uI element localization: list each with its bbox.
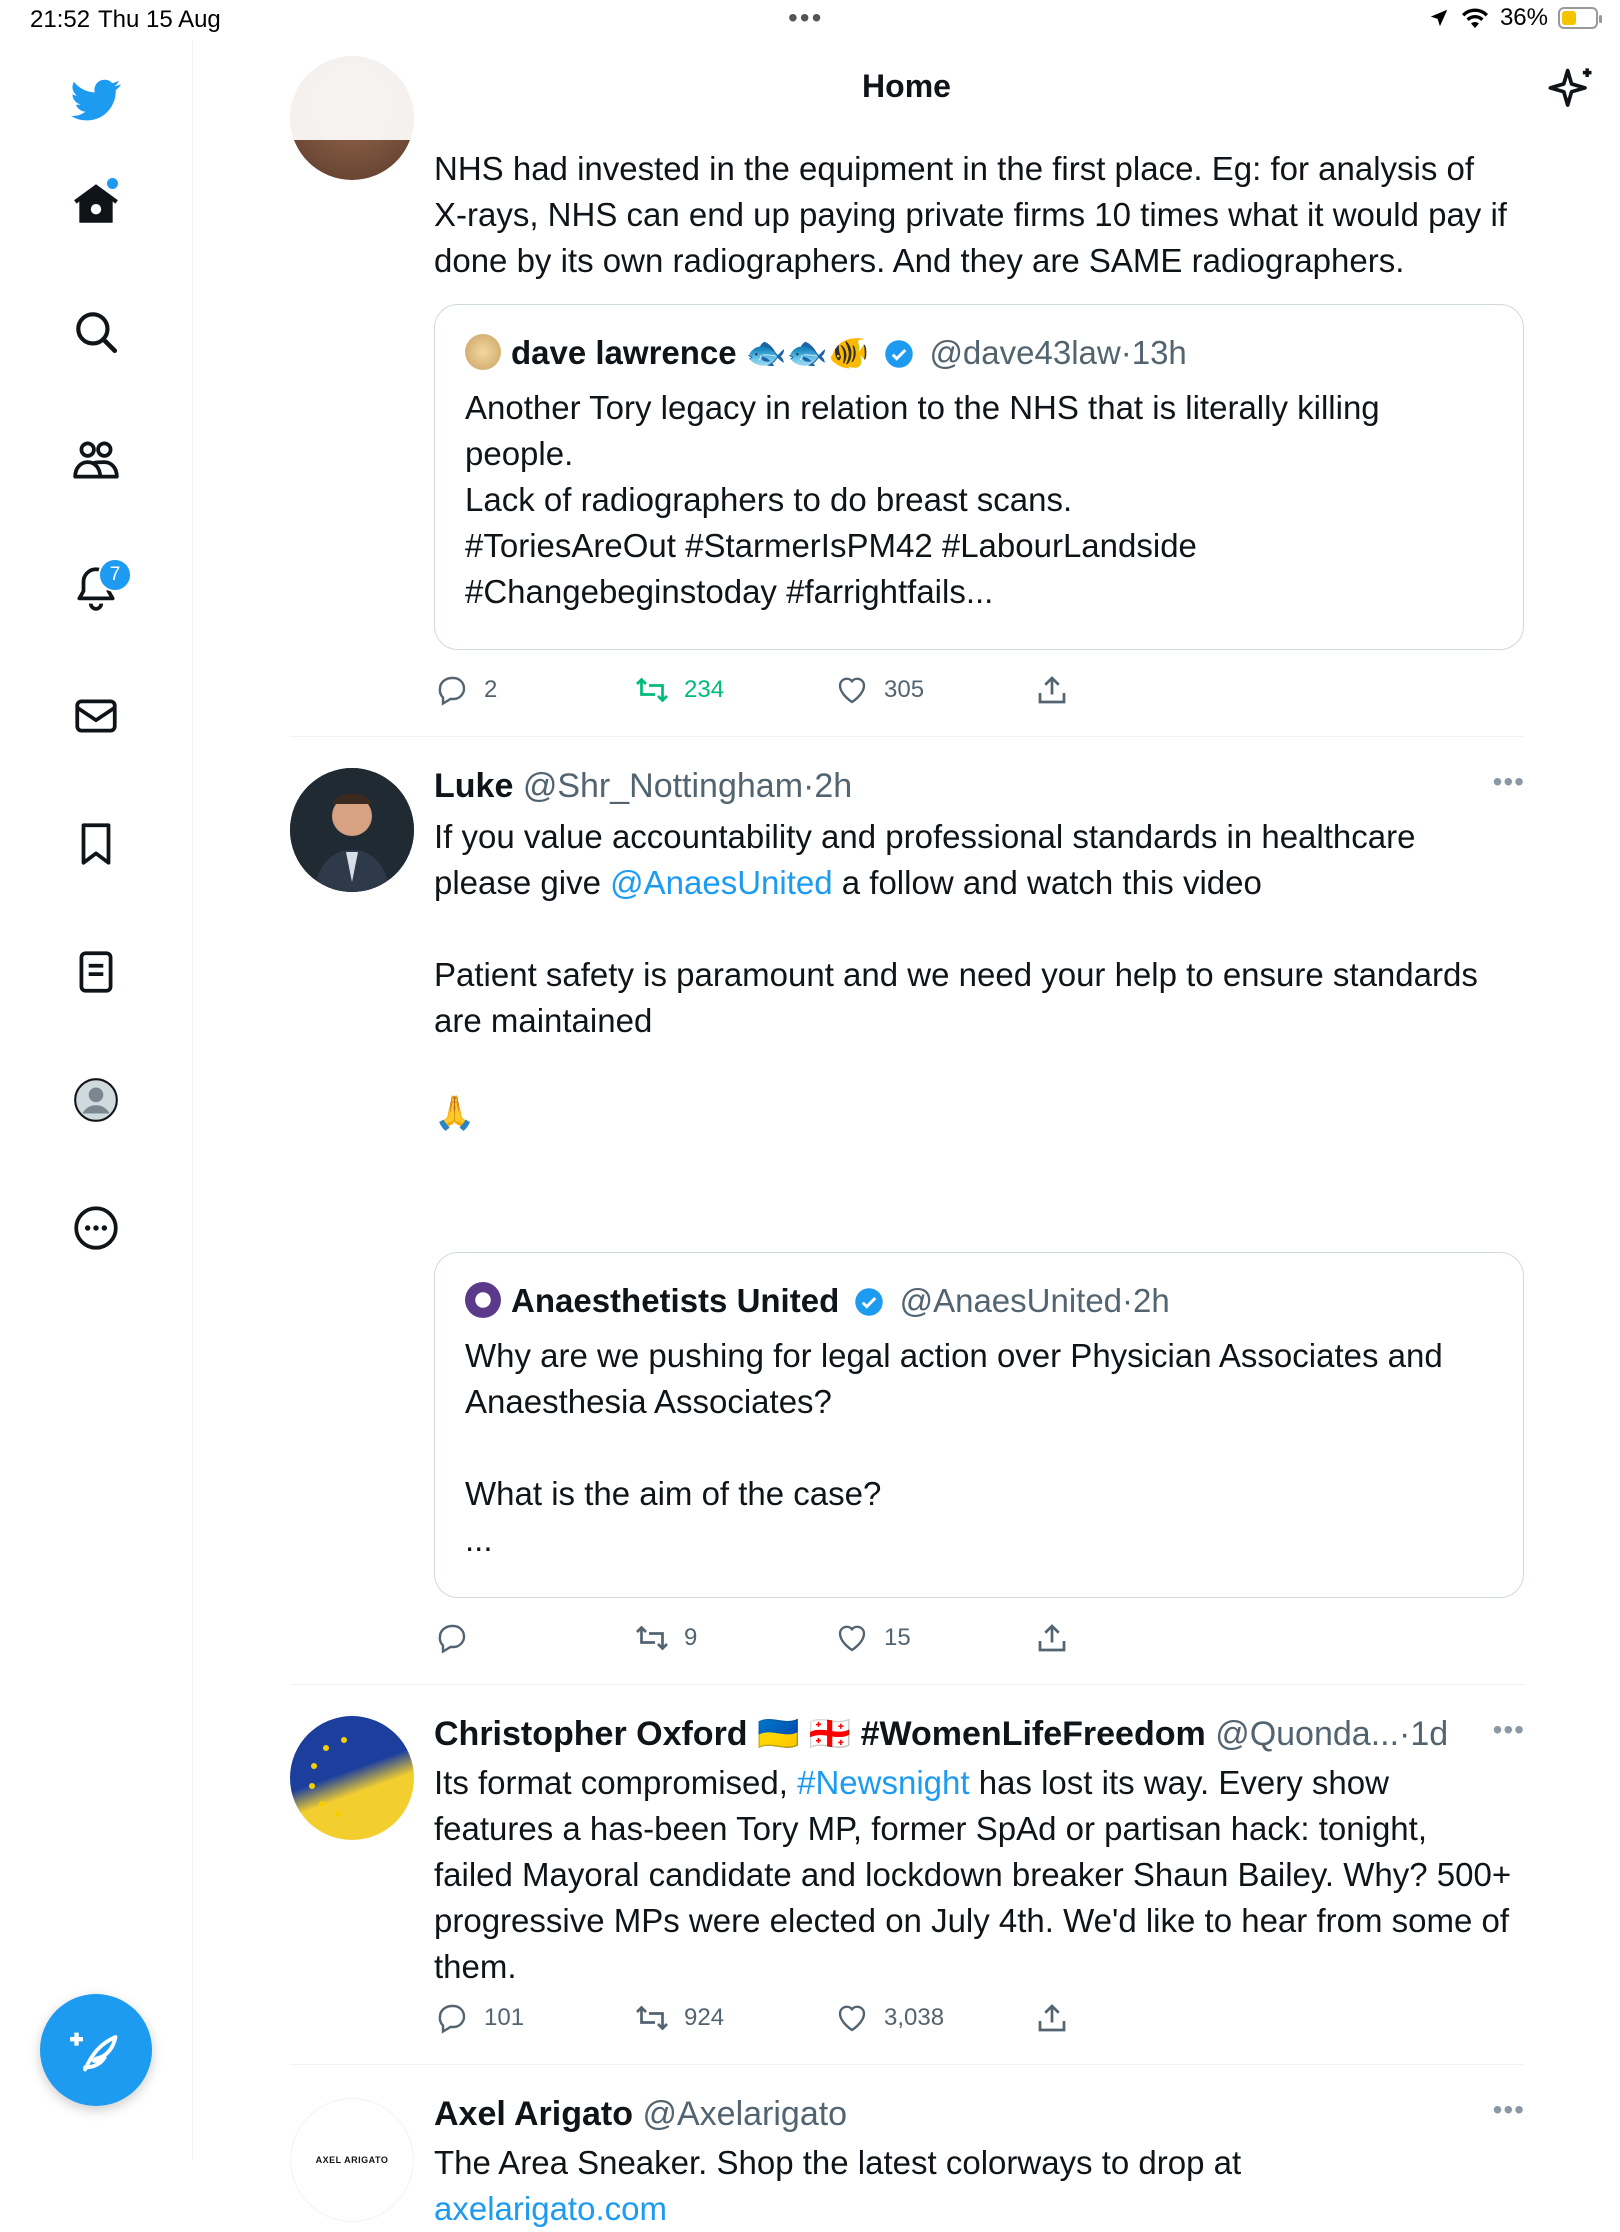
tweet-text-part: has lost its way. Every show features a has-been Tory MP, former SpAd or partisan hack: tonight, failed Mayoral candidate and lockdown breaker Shaun Bailey. Why? 500+ progressive MPs were elected on July 4th. We'd like to hear from some of them.: [434, 1764, 1521, 1985]
tweet-text: [434, 814, 1514, 1136]
reply-count: 2: [484, 676, 498, 703]
heart-icon: [834, 672, 870, 708]
author-handle[interactable]: @Axelarigato: [642, 2095, 848, 2133]
tweet-text-part: a follow and watch this video Patient safety is paramount and we need your help to ensure standards are maintained 🙏: [434, 864, 1478, 1131]
nav-home[interactable]: [60, 168, 132, 240]
tweet-more-icon[interactable]: •••: [1492, 1714, 1525, 1745]
tweet-text: [434, 2140, 1514, 2232]
retweet-icon: [634, 672, 670, 708]
twitter-bird-icon: [71, 75, 121, 125]
heart-icon: [834, 2000, 870, 2036]
author-handle[interactable]: @Shr_Nottingham: [522, 767, 804, 805]
location-icon: [1428, 7, 1450, 29]
tweet-avatar[interactable]: [290, 768, 414, 892]
reply-button[interactable]: [434, 1996, 524, 2040]
website-link[interactable]: axelarigato.com: [434, 2190, 667, 2227]
reply-icon: [434, 2000, 470, 2036]
quote-author-name[interactable]: Anaesthetists United: [511, 1282, 840, 1319]
notifications-badge: 7: [98, 558, 132, 592]
retweet-icon: [634, 2000, 670, 2036]
quote-avatar[interactable]: [465, 1282, 501, 1318]
sparkle-icon[interactable]: [1546, 64, 1598, 116]
like-count: 3,038: [884, 2004, 945, 2031]
quote-author-handle[interactable]: @dave43law: [929, 334, 1121, 371]
quote-timestamp[interactable]: 13h: [1131, 334, 1187, 371]
sidebar: [0, 40, 193, 2160]
nav-messages[interactable]: [60, 680, 132, 752]
search-icon: [71, 307, 121, 357]
avatar-logo-text: AXEL ARIGATO: [315, 2155, 389, 2165]
tweet-text: NHS had invested in the equipment in the first place. Eg: for analysis of X-rays, NHS can end up paying private firms 10 times what it would pay if done by its own radiographers. And they are SAME radiographers.: [434, 150, 1517, 279]
list-icon: [71, 947, 121, 997]
verified-badge-icon: [884, 339, 914, 369]
author-name-hashtag[interactable]: #WomenLifeFreedom: [860, 1715, 1206, 1753]
nav-bookmarks[interactable]: [60, 808, 132, 880]
nav-lists[interactable]: [60, 936, 132, 1008]
reply-count: 101: [484, 2004, 525, 2031]
like-button[interactable]: [834, 1996, 944, 2040]
home-unread-dot: [105, 176, 120, 191]
tweet-avatar[interactable]: [290, 1716, 414, 1840]
quote-author-emoji: 🐟🐟🐠: [745, 334, 870, 371]
nav-more[interactable]: [60, 1192, 132, 1264]
more-circle-icon: [71, 1203, 121, 1253]
retweet-count: 924: [684, 2004, 725, 2031]
ukraine-flag-emoji: 🇺🇦: [757, 1715, 800, 1753]
like-count: 15: [884, 1624, 911, 1651]
tweet-divider: [290, 1684, 1525, 1685]
like-button[interactable]: [834, 668, 924, 712]
quote-avatar[interactable]: [465, 334, 501, 370]
tweet-text-part: The Area Sneaker. Shop the latest colorways to drop at: [434, 2144, 1242, 2181]
tweet-timestamp[interactable]: 1d: [1410, 1715, 1449, 1753]
share-icon: [1034, 1620, 1070, 1656]
tweet-more-icon[interactable]: •••: [1492, 2094, 1525, 2125]
status-right: [1428, 4, 1598, 32]
tweet-divider: [290, 736, 1525, 737]
mention-link[interactable]: @AnaesUnited: [610, 864, 833, 901]
tweet-more-icon[interactable]: •••: [1492, 766, 1525, 797]
battery-percent: 36%: [1499, 4, 1548, 31]
retweet-button[interactable]: [634, 1996, 724, 2040]
twitter-logo-button[interactable]: [60, 64, 132, 136]
flag-avatar-icon: [290, 1716, 414, 1840]
quote-text: Another Tory legacy in relation to the NHS that is literally killing people. Lack of radiographers to do breast scans. #ToriesAreOut #StarmerIsPM42 #LabourLandside #Changebeginstoday #farrightfails...: [465, 389, 1380, 610]
quote-header: [465, 1279, 1493, 1323]
multitasking-dots[interactable]: •••: [788, 2, 824, 33]
tweet-header: [434, 1712, 1514, 1756]
quote-text: Why are we pushing for legal action over Physician Associates and Anaesthesia Associates? What is the aim of the case? ...: [465, 1337, 1443, 1558]
reply-icon: [434, 1620, 470, 1656]
mail-icon: [71, 691, 121, 741]
hashtag-link[interactable]: #Newsnight: [797, 1764, 970, 1801]
tweet-timestamp[interactable]: 2h: [814, 767, 853, 805]
heart-icon: [834, 1620, 870, 1656]
separator-dot: ·: [1399, 1715, 1411, 1753]
reply-icon: [434, 672, 470, 708]
retweet-button[interactable]: [634, 668, 724, 712]
quote-author-handle[interactable]: @AnaesUnited: [899, 1282, 1123, 1319]
reply-button[interactable]: [434, 668, 497, 712]
share-button[interactable]: [1034, 1616, 1070, 1660]
tweet-header: [434, 2092, 1514, 2136]
author-name[interactable]: Luke: [434, 767, 514, 805]
quote-author-name[interactable]: dave lawrence: [511, 334, 737, 371]
retweet-count: 234: [684, 676, 725, 703]
battery-icon: [1558, 7, 1598, 29]
share-button[interactable]: [1034, 668, 1070, 712]
tweet-text-part: Its format compromised,: [434, 1764, 798, 1801]
status-bar: [0, 0, 1620, 40]
wifi-icon: [1460, 6, 1490, 30]
compose-tweet-button[interactable]: [40, 1994, 152, 2106]
status-time: 21:52: [30, 6, 91, 33]
tweet-avatar[interactable]: [290, 2098, 414, 2222]
reply-button[interactable]: [434, 1616, 484, 1660]
separator-dot: ·: [1122, 1282, 1134, 1319]
quoted-tweet[interactable]: [434, 1252, 1524, 1598]
share-icon: [1034, 672, 1070, 708]
bookmark-icon: [71, 819, 121, 869]
status-date: Thu 15 Aug: [98, 6, 221, 33]
author-name[interactable]: Axel Arigato: [434, 2095, 634, 2133]
page-title: Home: [862, 68, 951, 104]
tweet-header: [434, 764, 1514, 808]
share-icon: [1034, 2000, 1070, 2036]
retweet-count: 9: [684, 1624, 698, 1651]
separator-dot: ·: [1120, 334, 1132, 371]
tweet-actions: [434, 1996, 1134, 2046]
quote-timestamp[interactable]: 2h: [1133, 1282, 1170, 1319]
share-button[interactable]: [1034, 1996, 1070, 2040]
tweet-actions: [434, 1616, 1134, 1666]
nav-profile[interactable]: [60, 1064, 132, 1136]
author-handle[interactable]: @Quonda...: [1215, 1715, 1400, 1753]
separator-dot: ·: [803, 767, 815, 805]
tweet-divider: [290, 2064, 1525, 2065]
like-button[interactable]: [834, 1616, 911, 1660]
like-count: 305: [884, 676, 925, 703]
retweet-icon: [634, 1620, 670, 1656]
retweet-button[interactable]: [634, 1616, 697, 1660]
nav-search[interactable]: [60, 296, 132, 368]
top-header: [193, 40, 1620, 140]
tweet-text-part: If you value accountability and professional standards in healthcare please give: [434, 818, 1425, 901]
quote-header: [465, 331, 1493, 375]
profile-avatar-icon: [71, 1075, 121, 1125]
nav-notifications[interactable]: [60, 552, 132, 624]
communities-icon: [71, 435, 121, 485]
georgia-flag-emoji: 🇬🇪: [808, 1715, 852, 1753]
author-name[interactable]: Christopher Oxford: [434, 1715, 748, 1753]
person-avatar-icon: [290, 768, 414, 892]
tweet-text: [434, 1760, 1521, 1990]
tweet-actions: [434, 668, 1134, 718]
verified-badge-icon: [854, 1287, 884, 1317]
compose-feather-icon: [70, 2024, 122, 2076]
nav-communities[interactable]: [60, 424, 132, 496]
quoted-tweet[interactable]: [434, 304, 1524, 650]
